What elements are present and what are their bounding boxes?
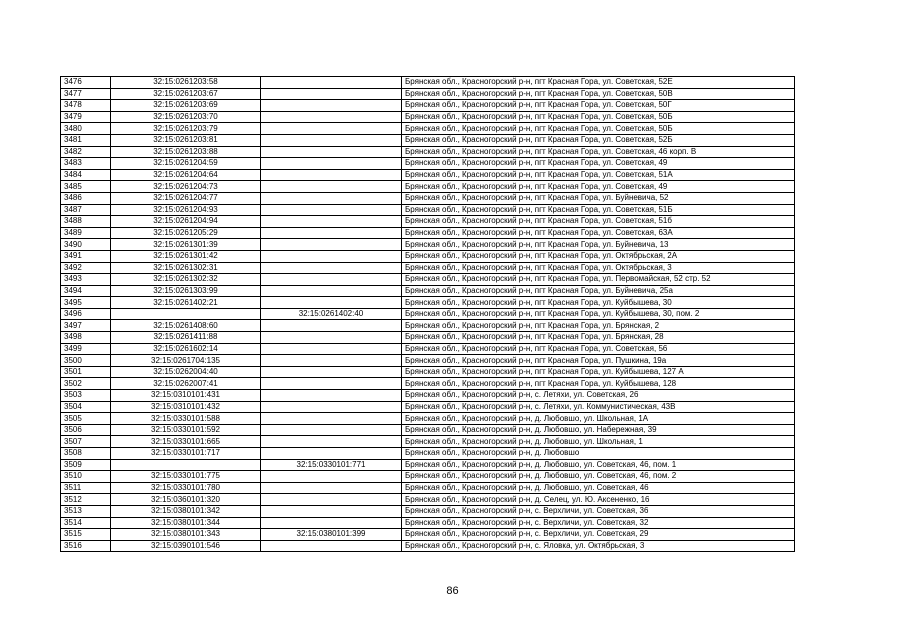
cadastral-number-cell: 32:15:0261301:39 [111, 239, 261, 251]
row-number-cell: 3488 [61, 216, 111, 228]
address-cell: Брянская обл., Красногорский р-н, пгт Красная Гора, ул. Советская, 50Б [402, 111, 795, 123]
table-row [61, 401, 795, 413]
address-cell: Брянская обл., Красногорский р-н, д. Селец, ул. Ю. Аксененко, 16 [402, 494, 795, 506]
related-cadastral-number-cell [261, 297, 402, 309]
row-number-cell: 3477 [61, 88, 111, 100]
row-number-cell: 3515 [61, 529, 111, 541]
table-row [61, 320, 795, 332]
cadastral-number-cell: 32:15:0310101:431 [111, 390, 261, 402]
related-cadastral-number-cell: 32:15:0261402:40 [261, 308, 402, 320]
table-row [61, 540, 795, 552]
related-cadastral-number-cell [261, 424, 402, 436]
table-row [61, 332, 795, 344]
related-cadastral-number-cell [261, 355, 402, 367]
table-row [61, 343, 795, 355]
cadastral-number-cell [111, 308, 261, 320]
related-cadastral-number-cell [261, 494, 402, 506]
table-row [61, 436, 795, 448]
address-cell: Брянская обл., Красногорский р-н, пгт Красная Гора, ул. Пушкина, 19а [402, 355, 795, 367]
row-number-cell: 3502 [61, 378, 111, 390]
row-number-cell: 3512 [61, 494, 111, 506]
related-cadastral-number-cell: 32:15:0330101:771 [261, 459, 402, 471]
cadastral-number-cell: 32:15:0330101:592 [111, 424, 261, 436]
address-cell: Брянская обл., Красногорский р-н, пгт Красная Гора, ул. Буйневича, 52 [402, 192, 795, 204]
row-number-cell: 3499 [61, 343, 111, 355]
row-number-cell: 3494 [61, 285, 111, 297]
table-row [61, 169, 795, 181]
cadastral-number-cell: 32:15:0261301:42 [111, 250, 261, 262]
address-cell: Брянская обл., Красногорский р-н, пгт Красная Гора, ул. Советская, 46 корп. В [402, 146, 795, 158]
cadastral-number-cell: 32:15:0261704:135 [111, 355, 261, 367]
cadastral-number-cell: 32:15:0261303:99 [111, 285, 261, 297]
row-number-cell: 3516 [61, 540, 111, 552]
cadastral-number-cell: 32:15:0261402:21 [111, 297, 261, 309]
registry-table-body [61, 77, 795, 552]
table-row [61, 285, 795, 297]
address-cell: Брянская обл., Красногорский р-н, д. Любовшо, ул. Школьная, 1 [402, 436, 795, 448]
address-cell: Брянская обл., Красногорский р-н, с. Летяхи, ул. Коммунистическая, 43В [402, 401, 795, 413]
table-row [61, 239, 795, 251]
address-cell: Брянская обл., Красногорский р-н, пгт Красная Гора, ул. Советская, 52Б [402, 134, 795, 146]
table-row [61, 517, 795, 529]
related-cadastral-number-cell [261, 285, 402, 297]
cadastral-number-cell: 32:15:0261203:79 [111, 123, 261, 135]
cadastral-number-cell: 32:15:0330101:588 [111, 413, 261, 425]
row-number-cell: 3479 [61, 111, 111, 123]
table-row [61, 274, 795, 286]
row-number-cell: 3490 [61, 239, 111, 251]
row-number-cell: 3497 [61, 320, 111, 332]
cadastral-number-cell: 32:15:0261203:58 [111, 77, 261, 89]
row-number-cell: 3504 [61, 401, 111, 413]
related-cadastral-number-cell [261, 471, 402, 483]
related-cadastral-number-cell [261, 517, 402, 529]
related-cadastral-number-cell [261, 448, 402, 460]
registry-table [60, 76, 795, 552]
related-cadastral-number-cell [261, 332, 402, 344]
related-cadastral-number-cell [261, 436, 402, 448]
address-cell: Брянская обл., Красногорский р-н, д. Любовшо [402, 448, 795, 460]
row-number-cell: 3487 [61, 204, 111, 216]
related-cadastral-number-cell [261, 401, 402, 413]
cadastral-number-cell: 32:15:0262004:40 [111, 366, 261, 378]
table-row [61, 262, 795, 274]
related-cadastral-number-cell [261, 181, 402, 193]
address-cell: Брянская обл., Красногорский р-н, пгт Красная Гора, ул. Советская, 50Б [402, 123, 795, 135]
row-number-cell: 3484 [61, 169, 111, 181]
row-number-cell: 3491 [61, 250, 111, 262]
table-row [61, 448, 795, 460]
page-number: 86 [446, 585, 459, 597]
address-cell: Брянская обл., Красногорский р-н, пгт Красная Гора, ул. Куйбышева, 127 А [402, 366, 795, 378]
table-row [61, 366, 795, 378]
cadastral-number-cell: 32:15:0261302:31 [111, 262, 261, 274]
table-row [61, 413, 795, 425]
cadastral-number-cell: 32:15:0380101:343 [111, 529, 261, 541]
related-cadastral-number-cell [261, 100, 402, 112]
cadastral-number-cell: 32:15:0261204:77 [111, 192, 261, 204]
table-row [61, 123, 795, 135]
row-number-cell: 3500 [61, 355, 111, 367]
row-number-cell: 3496 [61, 308, 111, 320]
address-cell: Брянская обл., Красногорский р-н, пгт Красная Гора, ул. Советская, 49 [402, 158, 795, 170]
cadastral-number-cell: 32:15:0261203:69 [111, 100, 261, 112]
cadastral-number-cell: 32:15:0330101:780 [111, 482, 261, 494]
table-row [61, 459, 795, 471]
row-number-cell: 3506 [61, 424, 111, 436]
cadastral-number-cell: 32:15:0380101:342 [111, 505, 261, 517]
address-cell: Брянская обл., Красногорский р-н, д. Любовшо, ул. Советская, 46, пом. 1 [402, 459, 795, 471]
table-row [61, 250, 795, 262]
address-cell: Брянская обл., Красногорский р-н, пгт Красная Гора, ул. Советская, 63А [402, 227, 795, 239]
related-cadastral-number-cell [261, 274, 402, 286]
row-number-cell: 3510 [61, 471, 111, 483]
address-cell: Брянская обл., Красногорский р-н, пгт Красная Гора, ул. Куйбышева, 30, пом. 2 [402, 308, 795, 320]
row-number-cell: 3482 [61, 146, 111, 158]
related-cadastral-number-cell: 32:15:0380101:399 [261, 529, 402, 541]
cadastral-number-cell: 32:15:0262007:41 [111, 378, 261, 390]
cadastral-number-cell: 32:15:0261204:93 [111, 204, 261, 216]
row-number-cell: 3507 [61, 436, 111, 448]
row-number-cell: 3511 [61, 482, 111, 494]
cadastral-number-cell: 32:15:0330101:775 [111, 471, 261, 483]
address-cell: Брянская обл., Красногорский р-н, пгт Красная Гора, ул. Советская, 52Е [402, 77, 795, 89]
cadastral-number-cell: 32:15:0261203:88 [111, 146, 261, 158]
cadastral-number-cell: 32:15:0261408:60 [111, 320, 261, 332]
table-row [61, 204, 795, 216]
related-cadastral-number-cell [261, 146, 402, 158]
related-cadastral-number-cell [261, 413, 402, 425]
row-number-cell: 3489 [61, 227, 111, 239]
related-cadastral-number-cell [261, 123, 402, 135]
row-number-cell: 3509 [61, 459, 111, 471]
row-number-cell: 3493 [61, 274, 111, 286]
related-cadastral-number-cell [261, 262, 402, 274]
cadastral-number-cell [111, 459, 261, 471]
row-number-cell: 3485 [61, 181, 111, 193]
row-number-cell: 3508 [61, 448, 111, 460]
cadastral-number-cell: 32:15:0261204:64 [111, 169, 261, 181]
address-cell: Брянская обл., Красногорский р-н, пгт Красная Гора, ул. Буйневича, 25а [402, 285, 795, 297]
table-row [61, 308, 795, 320]
cadastral-number-cell: 32:15:0330101:665 [111, 436, 261, 448]
address-cell: Брянская обл., Красногорский р-н, пгт Красная Гора, ул. Советская, 51А [402, 169, 795, 181]
table-row [61, 146, 795, 158]
row-number-cell: 3480 [61, 123, 111, 135]
table-row [61, 77, 795, 89]
row-number-cell: 3503 [61, 390, 111, 402]
table-row [61, 424, 795, 436]
address-cell: Брянская обл., Красногорский р-н, с. Яловка, ул. Октябрьская, 3 [402, 540, 795, 552]
address-cell: Брянская обл., Красногорский р-н, с. Верхличи, ул. Советская, 32 [402, 517, 795, 529]
address-cell: Брянская обл., Красногорский р-н, пгт Красная Гора, ул. Советская, 51Б [402, 204, 795, 216]
related-cadastral-number-cell [261, 320, 402, 332]
cadastral-number-cell: 32:15:0261411:88 [111, 332, 261, 344]
row-number-cell: 3501 [61, 366, 111, 378]
row-number-cell: 3498 [61, 332, 111, 344]
row-number-cell: 3483 [61, 158, 111, 170]
table-row [61, 192, 795, 204]
address-cell: Брянская обл., Красногорский р-н, пгт Красная Гора, ул. Брянская, 28 [402, 332, 795, 344]
table-row [61, 181, 795, 193]
address-cell: Брянская обл., Красногорский р-н, пгт Красная Гора, ул. Советская, 50В [402, 88, 795, 100]
row-number-cell: 3476 [61, 77, 111, 89]
row-number-cell: 3495 [61, 297, 111, 309]
cadastral-number-cell: 32:15:0310101:432 [111, 401, 261, 413]
related-cadastral-number-cell [261, 204, 402, 216]
address-cell: Брянская обл., Красногорский р-н, пгт Красная Гора, ул. Брянская, 2 [402, 320, 795, 332]
related-cadastral-number-cell [261, 216, 402, 228]
table-row [61, 378, 795, 390]
cadastral-number-cell: 32:15:0261204:59 [111, 158, 261, 170]
related-cadastral-number-cell [261, 378, 402, 390]
table-row [61, 482, 795, 494]
address-cell: Брянская обл., Красногорский р-н, пгт Красная Гора, ул. Буйневича, 13 [402, 239, 795, 251]
related-cadastral-number-cell [261, 88, 402, 100]
cadastral-number-cell: 32:15:0261204:94 [111, 216, 261, 228]
address-cell: Брянская обл., Красногорский р-н, д. Любовшо, ул. Школьная, 1А [402, 413, 795, 425]
related-cadastral-number-cell [261, 540, 402, 552]
address-cell: Брянская обл., Красногорский р-н, с. Верхличи, ул. Советская, 36 [402, 505, 795, 517]
related-cadastral-number-cell [261, 192, 402, 204]
row-number-cell: 3478 [61, 100, 111, 112]
table-row [61, 111, 795, 123]
row-number-cell: 3514 [61, 517, 111, 529]
cadastral-number-cell: 32:15:0390101:546 [111, 540, 261, 552]
address-cell: Брянская обл., Красногорский р-н, д. Любовшо, ул. Советская, 46 [402, 482, 795, 494]
cadastral-number-cell: 32:15:0261602:14 [111, 343, 261, 355]
address-cell: Брянская обл., Красногорский р-н, пгт Красная Гора, ул. Первомайская, 52 стр. 52 [402, 274, 795, 286]
table-row [61, 390, 795, 402]
cadastral-number-cell: 32:15:0261203:70 [111, 111, 261, 123]
related-cadastral-number-cell [261, 505, 402, 517]
cadastral-number-cell: 32:15:0261204:73 [111, 181, 261, 193]
address-cell: Брянская обл., Красногорский р-н, с. Летяхи, ул. Советская, 26 [402, 390, 795, 402]
table-row [61, 471, 795, 483]
address-cell: Брянская обл., Красногорский р-н, пгт Красная Гора, ул. Советская, 51б [402, 216, 795, 228]
address-cell: Брянская обл., Красногорский р-н, пгт Красная Гора, ул. Куйбышева, 30 [402, 297, 795, 309]
related-cadastral-number-cell [261, 227, 402, 239]
related-cadastral-number-cell [261, 482, 402, 494]
row-number-cell: 3505 [61, 413, 111, 425]
address-cell: Брянская обл., Красногорский р-н, пгт Красная Гора, ул. Советская, 50Г [402, 100, 795, 112]
table-row [61, 227, 795, 239]
address-cell: Брянская обл., Красногорский р-н, пгт Красная Гора, ул. Советская, 56 [402, 343, 795, 355]
related-cadastral-number-cell [261, 343, 402, 355]
related-cadastral-number-cell [261, 134, 402, 146]
row-number-cell: 3513 [61, 505, 111, 517]
address-cell: Брянская обл., Красногорский р-н, пгт Красная Гора, ул. Куйбышева, 128 [402, 378, 795, 390]
table-row [61, 355, 795, 367]
address-cell: Брянская обл., Красногорский р-н, пгт Красная Гора, ул. Октябрьская, 2А [402, 250, 795, 262]
table-row [61, 494, 795, 506]
address-cell: Брянская обл., Красногорский р-н, с. Верхличи, ул. Советская, 29 [402, 529, 795, 541]
table-row [61, 88, 795, 100]
address-cell: Брянская обл., Красногорский р-н, д. Любовшо, ул. Советская, 46, пом. 2 [402, 471, 795, 483]
document-table-container [60, 76, 794, 552]
related-cadastral-number-cell [261, 250, 402, 262]
cadastral-number-cell: 32:15:0360101:320 [111, 494, 261, 506]
row-number-cell: 3481 [61, 134, 111, 146]
row-number-cell: 3492 [61, 262, 111, 274]
cadastral-number-cell: 32:15:0380101:344 [111, 517, 261, 529]
table-row [61, 216, 795, 228]
address-cell: Брянская обл., Красногорский р-н, пгт Красная Гора, ул. Советская, 49 [402, 181, 795, 193]
address-cell: Брянская обл., Красногорский р-н, пгт Красная Гора, ул. Октябрьская, 3 [402, 262, 795, 274]
table-row [61, 529, 795, 541]
related-cadastral-number-cell [261, 239, 402, 251]
cadastral-number-cell: 32:15:0330101:717 [111, 448, 261, 460]
related-cadastral-number-cell [261, 169, 402, 181]
related-cadastral-number-cell [261, 158, 402, 170]
related-cadastral-number-cell [261, 366, 402, 378]
cadastral-number-cell: 32:15:0261203:81 [111, 134, 261, 146]
address-cell: Брянская обл., Красногорский р-н, д. Любовшо, ул. Набережная, 39 [402, 424, 795, 436]
cadastral-number-cell: 32:15:0261203:67 [111, 88, 261, 100]
table-row [61, 297, 795, 309]
table-row [61, 100, 795, 112]
related-cadastral-number-cell [261, 390, 402, 402]
table-row [61, 505, 795, 517]
cadastral-number-cell: 32:15:0261205:29 [111, 227, 261, 239]
related-cadastral-number-cell [261, 111, 402, 123]
related-cadastral-number-cell [261, 77, 402, 89]
row-number-cell: 3486 [61, 192, 111, 204]
cadastral-number-cell: 32:15:0261302:32 [111, 274, 261, 286]
table-row [61, 134, 795, 146]
table-row [61, 158, 795, 170]
